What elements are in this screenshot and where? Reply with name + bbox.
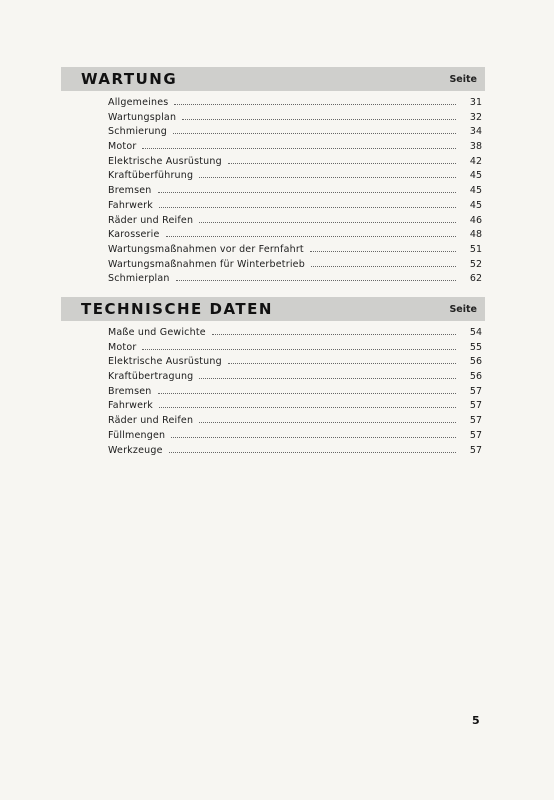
toc-entry-page: 57 <box>469 429 482 441</box>
toc-entry <box>108 169 482 184</box>
section-title: TECHNISCHE DATEN <box>81 300 273 318</box>
toc-entry-label: Räder und Reifen <box>108 415 194 427</box>
toc-list-technische-daten <box>108 326 482 458</box>
toc-list-wartung <box>108 96 482 287</box>
dot-leader <box>173 125 456 134</box>
toc-entry-page: 57 <box>469 385 482 397</box>
toc-entry-page: 42 <box>469 155 482 167</box>
dot-leader <box>142 341 456 350</box>
page-column-label: Seite <box>449 303 477 315</box>
toc-entry-label: Wartungsplan <box>108 111 177 123</box>
toc-entry-page: 34 <box>469 126 482 138</box>
dot-leader <box>166 228 456 237</box>
toc-entry-label: Schmierplan <box>108 273 170 285</box>
toc-entry-page: 31 <box>469 97 482 108</box>
dot-leader <box>228 355 456 364</box>
toc-entry <box>108 184 482 199</box>
toc-entry-page: 57 <box>469 400 482 412</box>
toc-entry-page: 45 <box>469 170 482 182</box>
section-title: WARTUNG <box>81 70 178 88</box>
toc-entry <box>108 214 482 229</box>
toc-entry-page: 32 <box>469 111 482 123</box>
toc-entry <box>108 370 482 385</box>
toc-entry <box>108 243 482 258</box>
toc-entry <box>108 444 482 459</box>
dot-leader <box>171 429 456 438</box>
toc-entry-label: Fahrwerk <box>108 400 153 412</box>
toc-entry <box>108 140 482 155</box>
toc-entry-page: 55 <box>469 341 482 353</box>
toc-entry <box>108 355 482 370</box>
toc-entry-label: Maße und Gewichte <box>108 327 206 338</box>
dot-leader <box>159 399 456 408</box>
toc-entry-label: Motor <box>108 341 137 353</box>
toc-entry-page: 54 <box>469 327 482 338</box>
toc-entry-label: Karosserie <box>108 229 160 241</box>
toc-entry <box>108 414 482 429</box>
dot-leader <box>159 199 456 208</box>
toc-entry-label: Fahrwerk <box>108 199 153 211</box>
toc-entry-page: 46 <box>469 214 482 226</box>
dot-leader <box>158 385 456 394</box>
toc-entry-page: 48 <box>469 229 482 241</box>
toc-entry <box>108 341 482 356</box>
toc-entry-page: 52 <box>469 258 482 270</box>
toc-entry-label: Räder und Reifen <box>108 214 194 226</box>
dot-leader <box>228 155 456 164</box>
toc-entry-label: Motor <box>108 141 137 153</box>
toc-entry-label: Kraftübertragung <box>108 371 194 383</box>
section-header-technische-daten <box>61 297 485 321</box>
toc-entry <box>108 258 482 273</box>
toc-entry-page: 56 <box>469 371 482 383</box>
dot-leader <box>176 272 456 281</box>
toc-entry-label: Schmierung <box>108 126 167 138</box>
dot-leader <box>158 184 456 193</box>
toc-entry <box>108 199 482 214</box>
toc-entry-label: Kraftüberführung <box>108 170 194 182</box>
toc-entry-page: 62 <box>469 273 482 285</box>
toc-entry <box>108 429 482 444</box>
toc-entry-label: Bremsen <box>108 385 152 397</box>
toc-entry <box>108 111 482 126</box>
toc-entry-label: Elektrische Ausrüstung <box>108 356 222 368</box>
toc-entry-page: 56 <box>469 356 482 368</box>
toc-entry <box>108 125 482 140</box>
toc-entry <box>108 228 482 243</box>
toc-entry-label: Füllmengen <box>108 429 166 441</box>
dot-leader <box>311 258 456 267</box>
toc-entry-label: Bremsen <box>108 185 152 197</box>
page-number: 5 <box>472 714 480 727</box>
dot-leader <box>199 414 456 423</box>
toc-entry <box>108 96 482 111</box>
dot-leader <box>199 370 456 379</box>
dot-leader <box>212 326 456 335</box>
dot-leader <box>174 96 456 105</box>
dot-leader <box>199 214 456 223</box>
toc-entry-page: 38 <box>469 141 482 153</box>
toc-entry-page: 57 <box>469 444 482 456</box>
toc-entry-page: 51 <box>469 243 482 255</box>
toc-entry-page: 45 <box>469 185 482 197</box>
toc-entry-label: Wartungsmaßnahmen vor der Fernfahrt <box>108 243 304 255</box>
toc-entry-label: Elektrische Ausrüstung <box>108 155 222 167</box>
toc-entry-label: Allgemeines <box>108 97 169 108</box>
dot-leader <box>169 444 456 453</box>
page-column-label: Seite <box>449 73 477 85</box>
dot-leader <box>182 111 456 120</box>
toc-entry <box>108 326 482 341</box>
toc-entry-page: 45 <box>469 199 482 211</box>
toc-entry <box>108 385 482 400</box>
toc-entry-label: Wartungsmaßnahmen für Winterbetrieb <box>108 258 305 270</box>
toc-entry-page: 57 <box>469 415 482 427</box>
toc-entry <box>108 272 482 287</box>
dot-leader <box>142 140 456 149</box>
section-header-wartung <box>61 67 485 91</box>
toc-entry <box>108 399 482 414</box>
dot-leader <box>199 169 456 178</box>
toc-entry <box>108 155 482 170</box>
dot-leader <box>310 243 456 252</box>
toc-entry-label: Werkzeuge <box>108 444 163 456</box>
